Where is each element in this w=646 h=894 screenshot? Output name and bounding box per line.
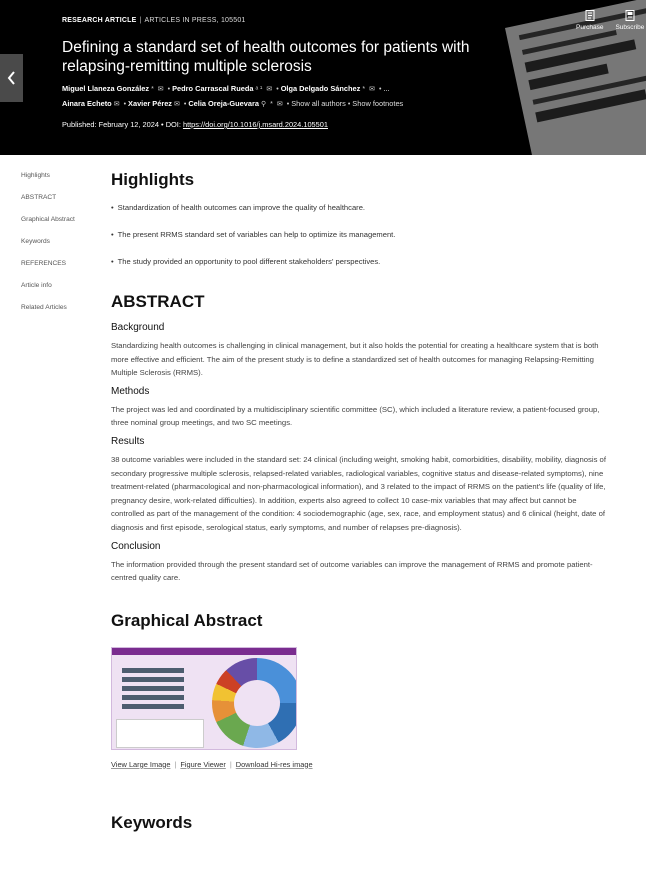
sidebar-item-keywords[interactable]: Keywords (21, 238, 50, 245)
published-date: Published: February 12, 2024 (62, 120, 159, 129)
figure-bar (122, 668, 184, 673)
highlight-item: • The present RRMS standard set of variables can help to optimize its management. (111, 230, 396, 239)
subscribe-button[interactable] (615, 10, 644, 31)
purchase-button[interactable] (576, 10, 603, 31)
article-header (0, 0, 646, 155)
show-footnotes-link[interactable]: Show footnotes (352, 99, 404, 108)
email-icon[interactable]: ✉ (157, 86, 164, 93)
figure-wheel-center (234, 680, 280, 726)
email-icon[interactable]: ✉ (266, 86, 273, 93)
article-meta-line: RESEARCH ARTICLE | ARTICLES IN PRESS, 105501 (62, 17, 246, 24)
chevron-left-icon (7, 71, 16, 85)
email-icon[interactable]: ✉ (174, 101, 180, 108)
highlights-list (111, 202, 611, 268)
author-name[interactable]: Pedro Carrascal Rueda (172, 84, 254, 93)
article-title: Defining a standard set of health outcomes for patients with relapsing-remitting multiple sclerosis (62, 39, 470, 75)
keywords-heading: Keywords (111, 812, 193, 832)
article-type: RESEARCH ARTICLE (62, 17, 137, 24)
document-icon (625, 10, 635, 21)
methods-text: The project was led and coordinated by a multidisciplinary scientific committee (SC), which included a literature review, a patient-focused group, three nominal group meetings, and two SC meetings. (111, 404, 600, 428)
background-heading: Background (111, 322, 165, 333)
sidebar-item-abstract[interactable]: ABSTRACT (21, 194, 57, 201)
back-button[interactable] (0, 54, 23, 102)
figure-viewer-link[interactable]: Figure Viewer (180, 759, 226, 769)
author-name[interactable]: Olga Delgado Sánchez (280, 84, 361, 93)
person-icon: ⚲ (261, 101, 267, 108)
document-icon (585, 10, 595, 21)
background-text: Standardizing health outcomes is challenging in clinical management, but it also holds the potential for creating a healthcare system that is both more effective and efficient. The aim of the present study is to define a standardized set of health outcomes for managing Relapsing-Remitting Multiple Sclerosis (RRMS). (111, 341, 599, 378)
author-list: Miguel Llaneza González * ✉ • Pedro Carrascal Rueda ᵃ ¹ ✉ • Olga Delgado Sánchez * ✉ • ... Ainara Echeto ✉ • Xavier Pérez ✉ • Celia Oreja-Guevara ⚲ * ✉ • Show all authors • Show footnotes (62, 84, 404, 108)
sidebar-item-related-articles[interactable]: Related Articles (21, 304, 67, 311)
doi-link[interactable]: https://doi.org/10.1016/j.msard.2024.105501 (182, 120, 328, 129)
author-name[interactable]: Ainara Echeto (62, 99, 112, 108)
abstract-heading: ABSTRACT (111, 292, 205, 311)
email-icon[interactable]: ✉ (113, 101, 120, 108)
figure-bar (122, 704, 184, 709)
doi-label: DOI: (165, 120, 181, 129)
figure-bar (122, 686, 184, 691)
author-name[interactable]: Xavier Pérez (128, 99, 172, 108)
figure-bar (122, 695, 184, 700)
graphical-abstract-image[interactable] (111, 647, 297, 750)
articles-in-press[interactable]: ARTICLES IN PRESS, 105501 (144, 17, 246, 24)
figure-bar (122, 677, 184, 682)
article-body (111, 160, 611, 845)
email-icon[interactable]: ✉ (369, 86, 375, 93)
purchase-label: Purchase (576, 24, 604, 31)
sidebar-item-highlights[interactable]: Highlights (21, 172, 50, 179)
figure-banner (112, 648, 296, 655)
sidebar-item-article-info[interactable]: Article info (21, 282, 52, 289)
figure-links: View Large Image | Figure Viewer | Download Hi-res image (111, 759, 313, 769)
view-large-image-link[interactable]: View Large Image (111, 759, 171, 769)
results-text: 38 outcome variables were included in the standard set: 24 clinical (including weight, smoking habit, comorbidities, disability, mobility, diagnosis of secondary progressive multiple sclerosis, relapsed-related variables, radiological variables, cognitive status and disease-related symptoms), nine treatment-related (pharmacological and non-pharmacological information), and 3 related to the impact of RRMS on the patient's life (quality of life, pregnancy desire, work-related difficulties). In addition, experts also agreed to collect 10 case-mix variables that may affect but cannot be controlled as part of the management of the condition: 4 sociodemographic (age, sex, race, and employment status) and 6 clinical (height, date of diagnosis and first episode, serological status, early symptoms, and number of relapses pre-diagnosis). (111, 454, 606, 532)
graphical-abstract-section (111, 611, 611, 769)
conclusion-heading: Conclusion (111, 540, 161, 552)
highlights-section (111, 170, 611, 268)
download-hi-res-link[interactable]: Download Hi-res image (235, 759, 313, 769)
publication-info: Published: February 12, 2024 • DOI: https://doi.org/10.1016/j.msard.2024.105501 (62, 120, 328, 129)
author-name[interactable]: Celia Oreja-Guevara (188, 99, 259, 108)
sidebar-item-graphical-abstract[interactable]: Graphical Abstract (21, 216, 75, 223)
conclusion-text: The information provided through the present standard set of outcome variables can improve the management of RRMS and promote patient-centred quality care. (111, 559, 593, 583)
author-name[interactable]: Miguel Llaneza González (62, 84, 150, 93)
highlights-heading: Highlights (111, 170, 195, 189)
email-icon[interactable]: ✉ (276, 101, 283, 108)
abstract-section (111, 292, 611, 585)
keywords-section (111, 813, 611, 833)
sidebar-item-references[interactable]: REFERENCES (21, 260, 67, 267)
show-all-authors-link[interactable]: Show all authors (291, 99, 346, 108)
header-actions (576, 10, 644, 31)
results-heading: Results (111, 435, 145, 447)
subscribe-label: Subscribe (615, 24, 645, 31)
highlight-item: • The study provided an opportunity to pool different stakeholders' perspectives. (111, 257, 381, 266)
highlight-item: • Standardization of health outcomes can improve the quality of healthcare. (111, 203, 366, 212)
author-ellipsis: ... (383, 84, 390, 93)
graphical-abstract-heading: Graphical Abstract (111, 610, 263, 630)
article-sidebar-nav (21, 170, 76, 324)
methods-heading: Methods (111, 385, 150, 397)
figure-case-mix-box (116, 719, 204, 748)
